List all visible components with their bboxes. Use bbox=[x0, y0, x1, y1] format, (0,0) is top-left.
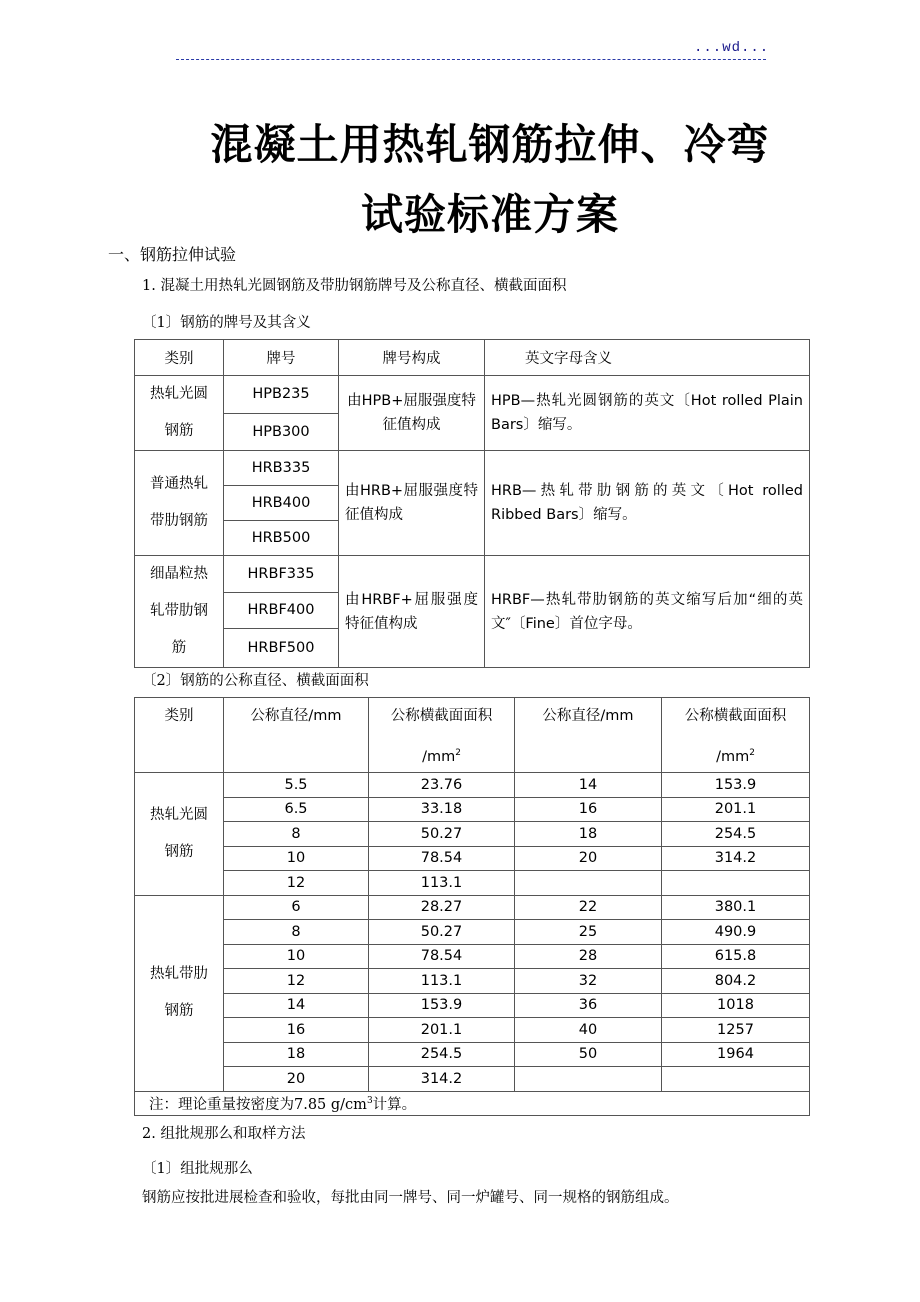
table-row bbox=[135, 822, 810, 847]
meaning-text: HRBF—热轧带肋钢筋的英文缩写后加“细的英文″〔Fine〕首位字母。 bbox=[491, 591, 803, 632]
diameter-cell: 36 bbox=[515, 993, 662, 1018]
diameter-cell: 8 bbox=[224, 920, 369, 945]
col-header-composition: 牌号构成 bbox=[339, 340, 485, 376]
diameter-cell: 32 bbox=[515, 969, 662, 994]
col-header-grade: 牌号 bbox=[224, 340, 339, 376]
area-cell: 615.8 bbox=[662, 944, 810, 969]
diameter-cell: 5.5 bbox=[224, 773, 369, 798]
diameter-cell: 28 bbox=[515, 944, 662, 969]
table-row bbox=[135, 1042, 810, 1067]
col-header-area-1 bbox=[369, 698, 515, 773]
col-header-category: 类别 bbox=[135, 340, 224, 376]
body-paragraph: 钢筋应按批进展检查和验收，每批由同一牌号、同一炉罐号、同一规格的钢筋组成。 bbox=[142, 1190, 679, 1206]
col-header-area-2 bbox=[662, 698, 810, 773]
col-header-diameter-text: 公称直径/mm bbox=[250, 708, 342, 724]
composition-text: 由HRBF+屈服强度特征值构成 bbox=[345, 591, 478, 632]
diameter-cell: 25 bbox=[515, 920, 662, 945]
area-cell: 314.2 bbox=[662, 846, 810, 871]
subitem-2-heading: 〔2〕钢筋的公称直径、横截面面积 bbox=[142, 673, 369, 689]
area-cell: 23.76 bbox=[369, 773, 515, 798]
area-cell: 28.27 bbox=[369, 895, 515, 920]
item-2-heading: 2. 组批规那么和取样方法 bbox=[142, 1126, 306, 1142]
page-header-mark: ...wd... bbox=[694, 40, 770, 56]
subitem-3-heading: 〔1〕组批规那么 bbox=[142, 1161, 253, 1177]
meaning-cell bbox=[485, 556, 810, 668]
area-cell: 78.54 bbox=[369, 846, 515, 871]
section-heading-tensile-test: 一、钢筋拉伸试验 bbox=[108, 245, 237, 264]
table-note-prefix: 注：理论重量按密度为7.85 g/cm bbox=[149, 1096, 367, 1113]
table-note-sup: 3 bbox=[366, 1095, 373, 1106]
col-header-area-line2 bbox=[662, 735, 809, 772]
table-row bbox=[135, 969, 810, 994]
diameter-cell: 8 bbox=[224, 822, 369, 847]
category-cell: 热轧光圆钢筋 bbox=[135, 773, 224, 896]
diameter-cell: 10 bbox=[224, 846, 369, 871]
area-cell: 33.18 bbox=[369, 797, 515, 822]
grade-cell: HRBF400 bbox=[224, 592, 339, 629]
meaning-cell bbox=[485, 376, 810, 451]
area-cell: 50.27 bbox=[369, 920, 515, 945]
item-1-heading: 1. 混凝土用热轧光圆钢筋及带肋钢筋牌号及公称直径、横截面面积 bbox=[142, 278, 567, 294]
grade-cell: HRBF500 bbox=[224, 629, 339, 668]
diameter-cell: 18 bbox=[224, 1042, 369, 1067]
col-header-category-text: 类别 bbox=[164, 708, 194, 724]
table-note bbox=[135, 1091, 810, 1115]
composition-text: 由HPB+屈服强度特征值构成 bbox=[347, 393, 476, 433]
meaning-text: HRB—热轧带肋钢筋的英文〔Hot rolled Ribbed Bars〕缩写。 bbox=[491, 483, 803, 523]
table-row bbox=[135, 895, 810, 920]
category-cell: 普通热轧带肋钢筋 bbox=[135, 451, 224, 556]
diameter-cell: 18 bbox=[515, 822, 662, 847]
area-cell: 153.9 bbox=[662, 773, 810, 798]
document-title-line-2: 试验标准方案 bbox=[360, 190, 619, 239]
area-cell bbox=[662, 871, 810, 896]
composition-text: 由HRB+屈服强度特征值构成 bbox=[345, 483, 478, 523]
grade-cell: HRB400 bbox=[224, 486, 339, 521]
area-cell: 78.54 bbox=[369, 944, 515, 969]
table-row bbox=[135, 920, 810, 945]
diameter-cell: 12 bbox=[224, 871, 369, 896]
composition-cell bbox=[339, 376, 485, 451]
diameter-cell: 22 bbox=[515, 895, 662, 920]
col-header-area-unit: /mm bbox=[422, 748, 456, 765]
table-note-suffix: 计算。 bbox=[372, 1096, 417, 1113]
category-cell: 细晶粒热轧带肋钢筋 bbox=[135, 556, 224, 668]
col-header-area-line1: 公称横截面面积 bbox=[684, 708, 787, 724]
table-row bbox=[135, 451, 810, 486]
meaning-cell bbox=[485, 451, 810, 556]
category-cell: 热轧带肋钢筋 bbox=[135, 895, 224, 1091]
diameter-cell: 14 bbox=[224, 993, 369, 1018]
area-cell: 314.2 bbox=[369, 1067, 515, 1092]
diameter-cell bbox=[515, 1067, 662, 1092]
header-dashed-rule bbox=[176, 59, 766, 60]
area-cell: 201.1 bbox=[662, 797, 810, 822]
col-header-category bbox=[135, 698, 224, 773]
area-cell bbox=[662, 1067, 810, 1092]
diameter-cell: 50 bbox=[515, 1042, 662, 1067]
table-row bbox=[135, 871, 810, 896]
area-cell: 490.9 bbox=[662, 920, 810, 945]
table-row bbox=[135, 944, 810, 969]
grade-cell: HPB300 bbox=[224, 413, 339, 451]
area-cell: 153.9 bbox=[369, 993, 515, 1018]
diameter-cell: 12 bbox=[224, 969, 369, 994]
area-cell: 254.5 bbox=[369, 1042, 515, 1067]
composition-cell bbox=[339, 556, 485, 668]
meaning-text: HPB—热轧光圆钢筋的英文〔Hot rolled Plain Bars〕缩写。 bbox=[491, 393, 803, 433]
area-cell: 1257 bbox=[662, 1018, 810, 1043]
area-cell: 113.1 bbox=[369, 871, 515, 896]
col-header-diameter-2 bbox=[515, 698, 662, 773]
diameter-cell: 10 bbox=[224, 944, 369, 969]
area-cell: 201.1 bbox=[369, 1018, 515, 1043]
diameter-cell: 40 bbox=[515, 1018, 662, 1043]
table-row bbox=[135, 773, 810, 798]
grade-meaning-table bbox=[134, 339, 810, 668]
diameter-area-table bbox=[134, 697, 810, 1116]
area-cell: 254.5 bbox=[662, 822, 810, 847]
diameter-cell: 6.5 bbox=[224, 797, 369, 822]
diameter-cell: 20 bbox=[515, 846, 662, 871]
area-cell: 50.27 bbox=[369, 822, 515, 847]
diameter-cell: 6 bbox=[224, 895, 369, 920]
area-cell: 804.2 bbox=[662, 969, 810, 994]
table-row bbox=[135, 376, 810, 414]
diameter-cell: 16 bbox=[515, 797, 662, 822]
area-cell: 113.1 bbox=[369, 969, 515, 994]
col-header-area-unit: /mm bbox=[716, 748, 750, 765]
grade-cell: HRB500 bbox=[224, 521, 339, 556]
area-cell: 380.1 bbox=[662, 895, 810, 920]
diameter-cell: 16 bbox=[224, 1018, 369, 1043]
grade-cell: HPB235 bbox=[224, 376, 339, 414]
document-title-line-1: 混凝土用热轧钢筋拉伸、冷弯 bbox=[210, 120, 770, 169]
category-cell: 热轧光圆钢筋 bbox=[135, 376, 224, 451]
table-header-row bbox=[135, 340, 810, 376]
diameter-cell: 20 bbox=[224, 1067, 369, 1092]
table-row bbox=[135, 556, 810, 593]
col-header-diameter-text: 公称直径/mm bbox=[542, 708, 634, 724]
col-header-diameter-1 bbox=[224, 698, 369, 773]
table-row bbox=[135, 1067, 810, 1092]
area-cell: 1964 bbox=[662, 1042, 810, 1067]
table-note-row bbox=[135, 1091, 810, 1115]
table-row bbox=[135, 797, 810, 822]
diameter-cell bbox=[515, 871, 662, 896]
col-header-area-line1: 公称横截面面积 bbox=[390, 708, 493, 724]
grade-cell: HRBF335 bbox=[224, 556, 339, 593]
col-header-meaning: 英文字母含义 bbox=[485, 340, 810, 376]
grade-cell: HRB335 bbox=[224, 451, 339, 486]
subitem-1-heading: 〔1〕钢筋的牌号及其含义 bbox=[142, 315, 311, 331]
col-header-area-unit-sup: 2 bbox=[749, 748, 755, 758]
table-row bbox=[135, 1018, 810, 1043]
col-header-area-unit-sup: 2 bbox=[455, 748, 461, 758]
table-row bbox=[135, 846, 810, 871]
table-row bbox=[135, 993, 810, 1018]
table-header-row bbox=[135, 698, 810, 773]
diameter-cell: 14 bbox=[515, 773, 662, 798]
col-header-area-line2 bbox=[369, 735, 514, 772]
area-cell: 1018 bbox=[662, 993, 810, 1018]
composition-cell bbox=[339, 451, 485, 556]
